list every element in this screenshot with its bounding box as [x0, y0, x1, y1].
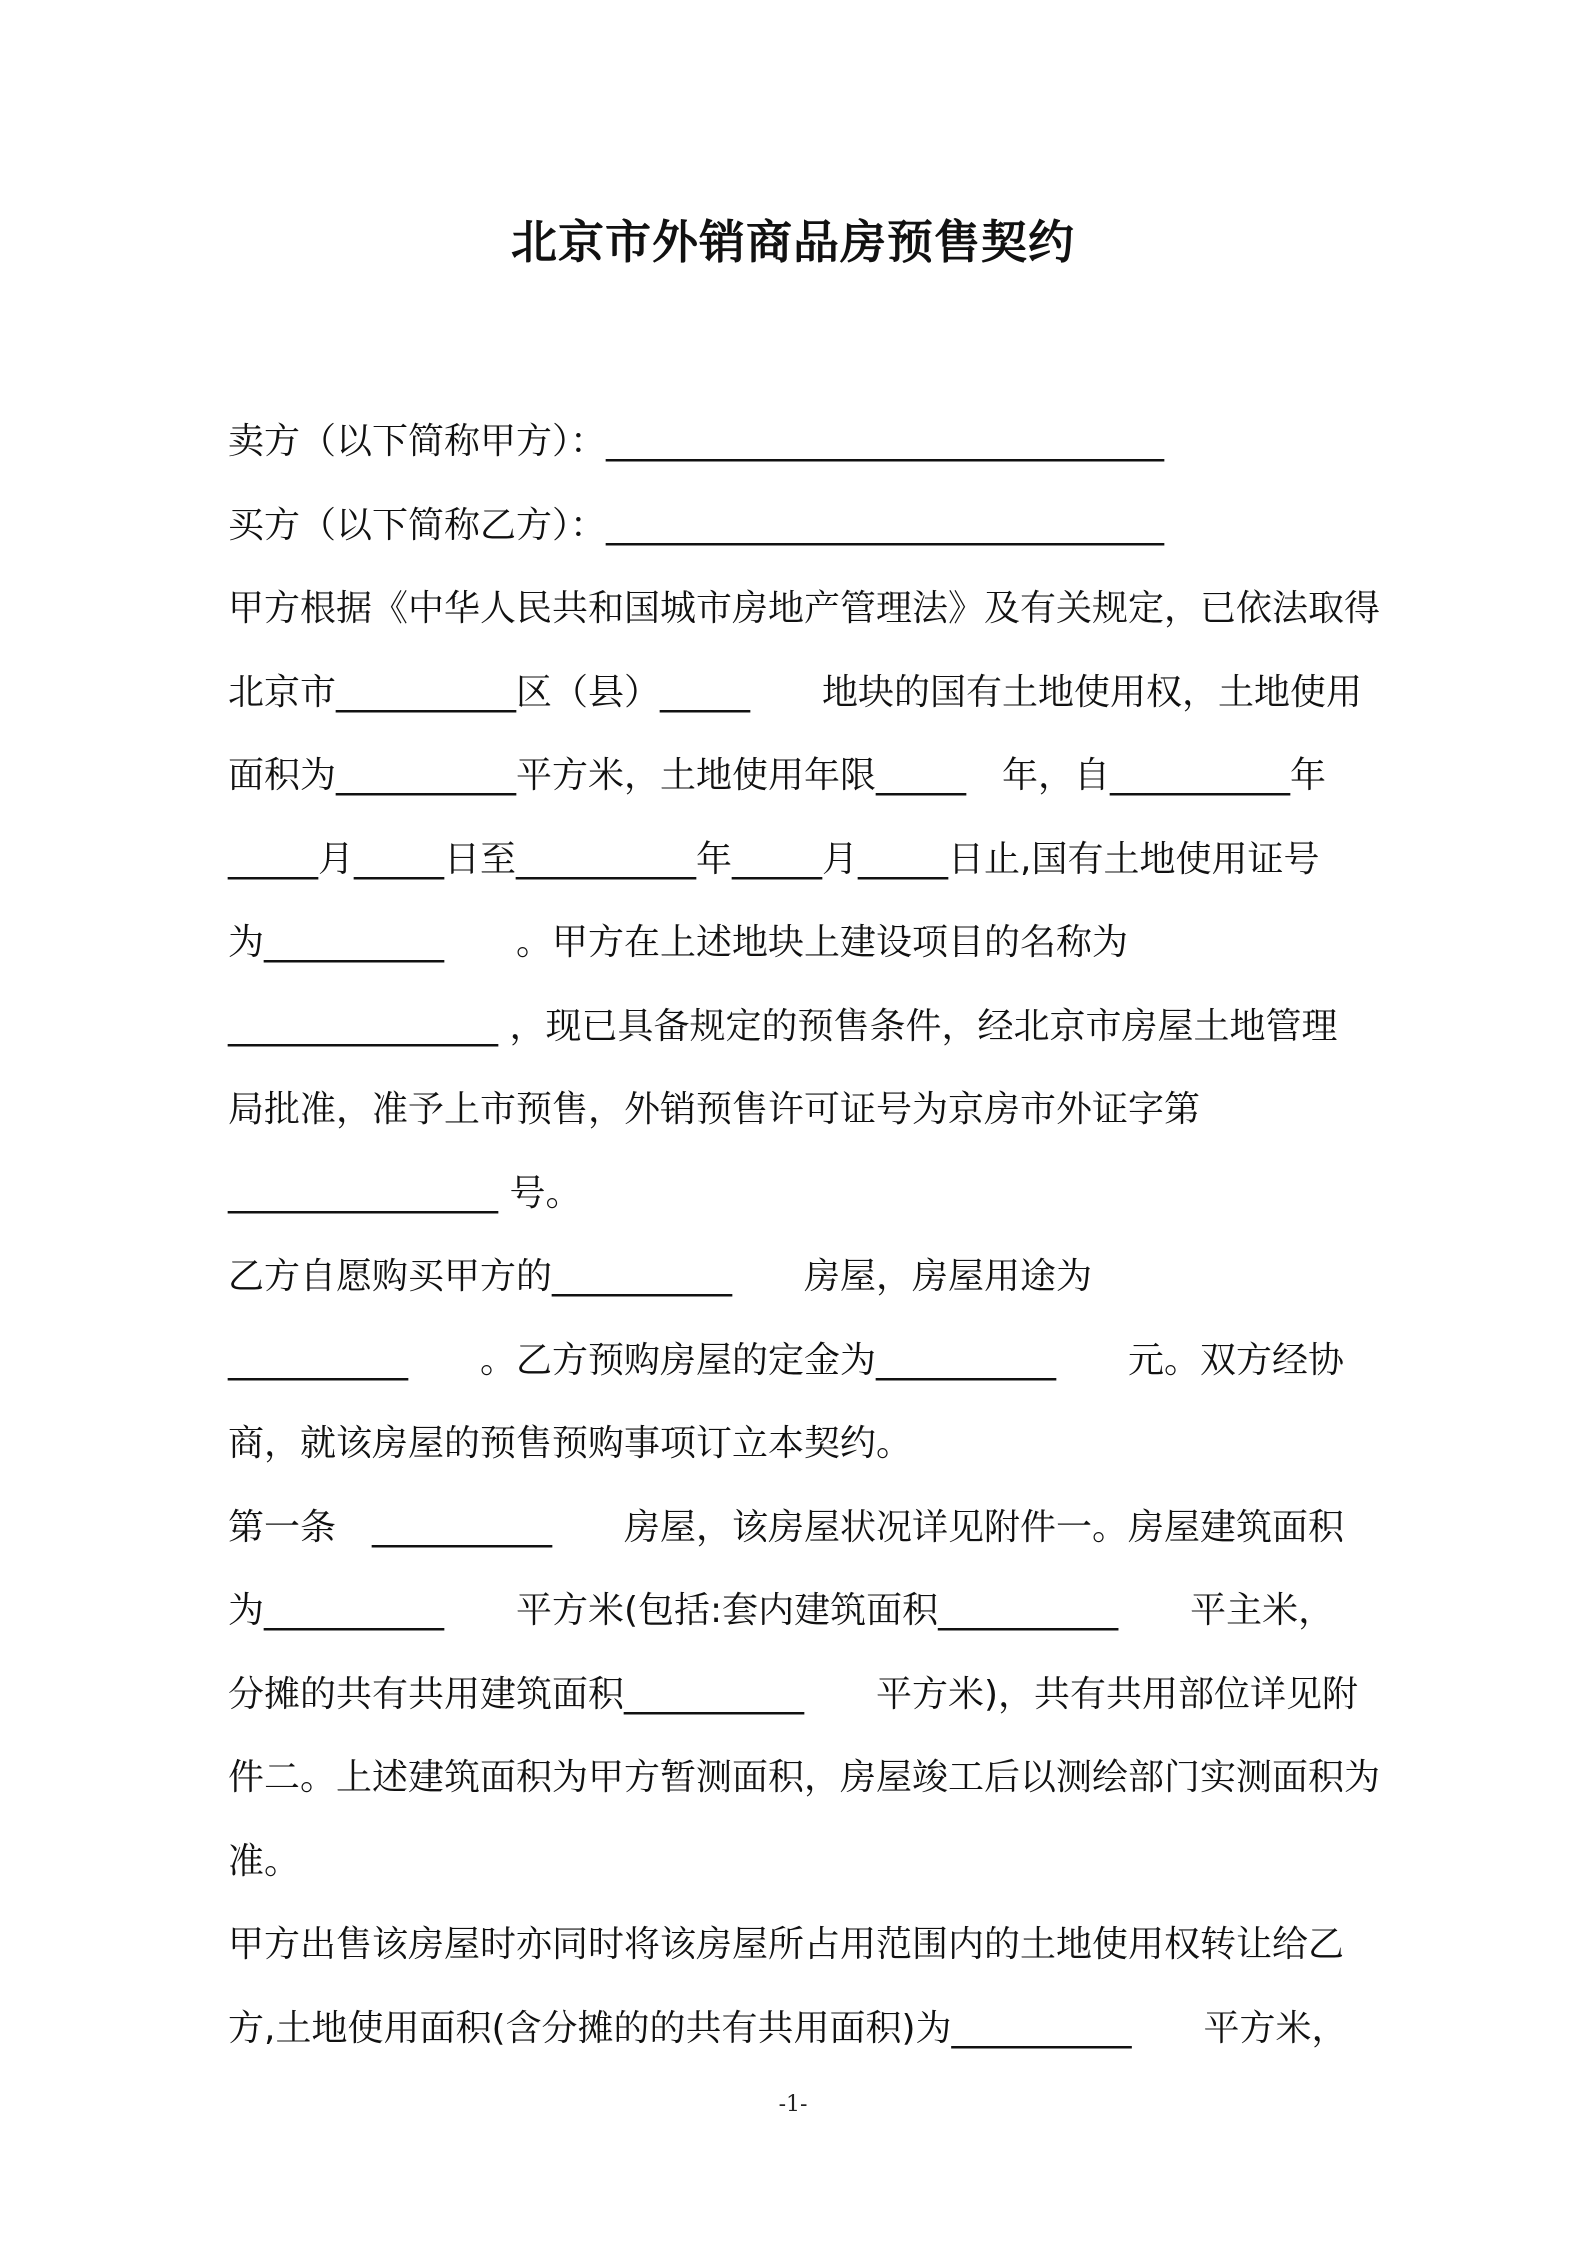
- document-title: 北京市外销商品房预售契约: [511, 215, 1075, 269]
- paragraph-line: 为__________ 。甲方在上述地块上建设项目的名称为: [228, 922, 1129, 963]
- buyer-line: 买方（以下简称乙方）：_______________________________: [228, 504, 1165, 546]
- article-one-line: 第一条 __________ 房屋，该房屋状况详见附件一。房屋建筑面积: [228, 1506, 1345, 1548]
- page-number: -1-: [778, 2092, 808, 2117]
- paragraph-line: 乙方自愿购买甲方的__________ 房屋，房屋用途为: [228, 1256, 1093, 1297]
- paragraph-line: 件二。上述建筑面积为甲方暂测面积，房屋竣工后以测绘部门实测面积为: [228, 1757, 1381, 1798]
- paragraph-line: 方,土地使用面积(含分摊的的共有共用面积)为__________ 平方米，: [228, 2007, 1348, 2049]
- seller-line: 卖方（以下简称甲方）：_______________________________: [228, 421, 1165, 462]
- paragraph-line: 局批准，准予上市预售，外销预售许可证号为京房市外证字第: [228, 1089, 1201, 1130]
- paragraph-line: 甲方出售该房屋时亦同时将该房屋所占用范围内的土地使用权转让给乙: [228, 1924, 1345, 1965]
- contract-body: [228, 410, 1478, 2080]
- paragraph-line: _____月_____日至__________年_____月_____日止,国有土地使用证号: [228, 838, 1320, 880]
- paragraph-line: 为__________ 平方米(包括:套内建筑面积__________ 平主米，: [228, 1590, 1335, 1631]
- paragraph-line: 北京市__________区（县）_____ 地块的国有土地使用权，土地使用: [228, 671, 1363, 713]
- paragraph-line: __________ 。乙方预购房屋的定金为__________ 元。双方经协: [228, 1339, 1345, 1381]
- paragraph-line: 分摊的共有共用建筑面积__________ 平方米)，共有共用部位详见附: [228, 1673, 1359, 1715]
- paragraph-line: _______________ 号。: [228, 1172, 582, 1214]
- paragraph-line: 商，就该房屋的预售预购事项订立本契约。: [228, 1423, 913, 1464]
- paragraph-line: 甲方根据《中华人民共和国城市房地产管理法》及有关规定，已依法取得: [228, 588, 1381, 629]
- paragraph-line: 准。: [228, 1840, 301, 1882]
- paragraph-line: 面积为__________平方米，土地使用年限_____ 年，自__________年: [228, 755, 1327, 796]
- paragraph-line: _______________ ，现已具备规定的预售条件，经北京市房屋土地管理: [228, 1005, 1338, 1047]
